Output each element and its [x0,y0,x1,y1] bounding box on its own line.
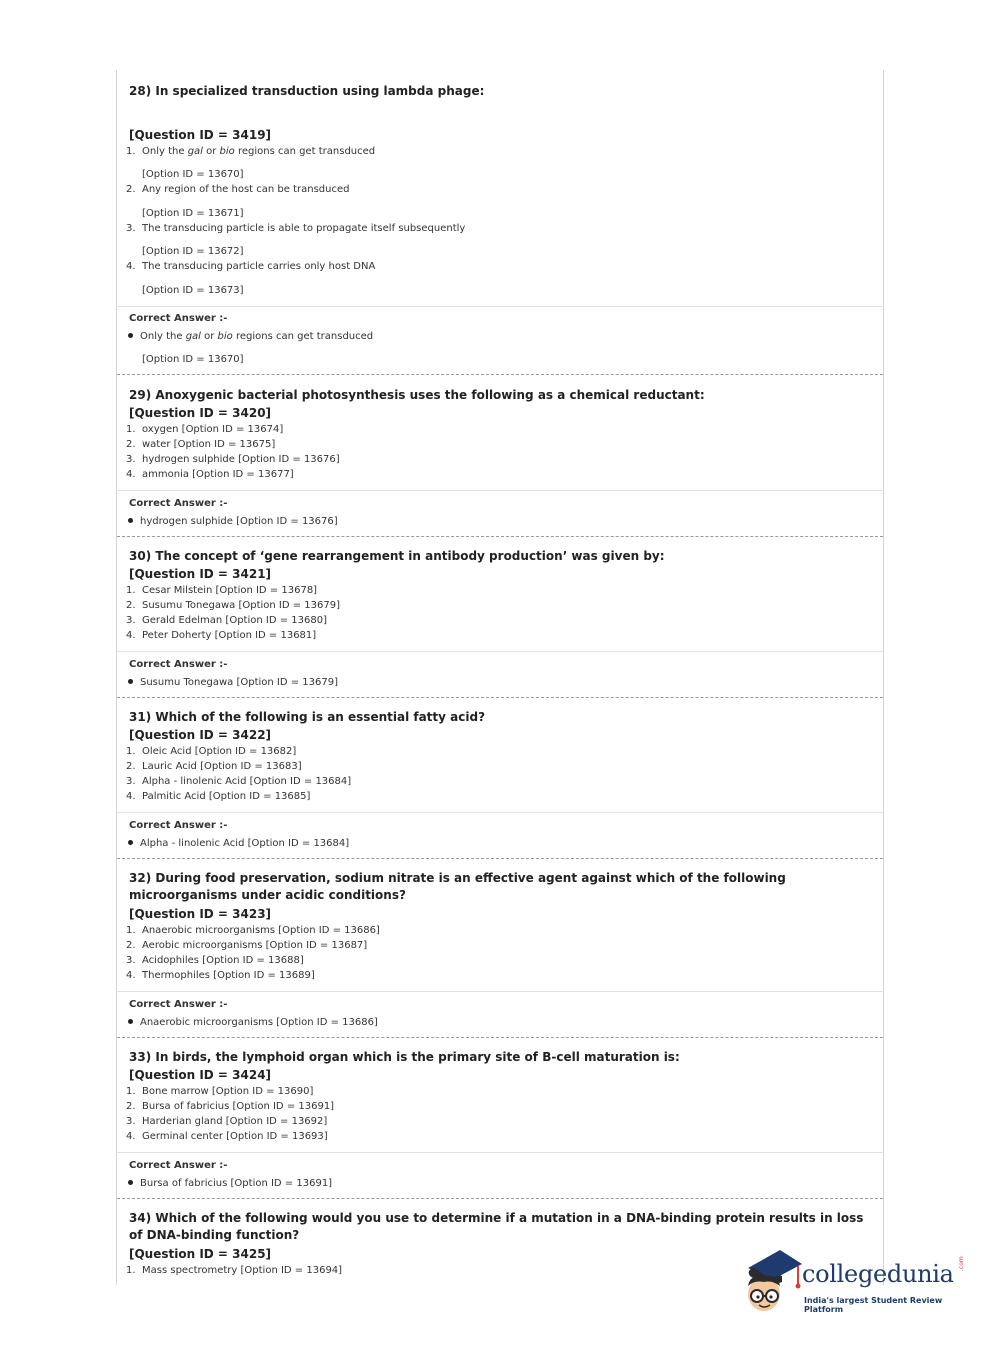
question-title: 34) Which of the following would you use to determine if a mutation in a DNA-binding protein results in loss of DNA-binding function? [129,1211,864,1242]
option-item: 3. Gerald Edelman [Option ID = 13680] [126,615,327,626]
option-item: 3. The transducing particle is able to propagate itself subsequently [126,223,466,234]
correct-answer: Anaerobic microorganisms [Option ID = 13686] [128,1015,378,1030]
option-item: 2. Lauric Acid [Option ID = 13683] [126,761,302,772]
question-block-30 [117,536,883,697]
option-item: 3. Acidophiles [Option ID = 13688] [126,955,304,966]
question-title: 29) Anoxygenic bacterial photosynthesis uses the following as a chemical reductant: [129,388,705,402]
option-id: [Option ID = 13670] [142,354,244,365]
bullet-icon [128,1019,133,1024]
option-item: 4. Palmitic Acid [Option ID = 13685] [126,791,311,802]
bullet-icon [128,518,133,523]
divider [117,991,883,992]
collegedunia-logo [742,1246,972,1316]
divider [117,306,883,307]
correct-answer: Only the gal or bio regions can get transduced [128,329,373,344]
option-item: 1. Oleic Acid [Option ID = 13682] [126,746,297,757]
option-item: 1. Cesar Milstein [Option ID = 13678] [126,585,318,596]
option-item: 1. Bone marrow [Option ID = 13690] [126,1086,314,1097]
correct-answer: Alpha - linolenic Acid [Option ID = 13684] [128,836,349,851]
option-item: 2. Aerobic microorganisms [Option ID = 13687] [126,940,368,951]
option-item: 1. Only the gal or bio regions can get transduced [126,146,376,157]
question-title: 31) Which of the following is an essential fatty acid? [129,710,486,724]
question-paper-page [116,70,884,1285]
bullet-icon [128,679,133,684]
option-item: 4. Thermophiles [Option ID = 13689] [126,970,315,981]
logo-wordmark: collegedunia [802,1260,954,1288]
question-id: [Question ID = 3420] [129,406,272,420]
option-id: [Option ID = 13673] [142,285,244,296]
correct-answer-label: Correct Answer :- [129,1160,228,1171]
option-item: 3. Harderian gland [Option ID = 13692] [126,1116,328,1127]
question-id: [Question ID = 3423] [129,907,272,921]
question-title: 30) The concept of ‘gene rearrangement in antibody production’ was given by: [129,549,665,563]
question-id: [Question ID = 3419] [129,128,272,142]
question-block-29 [117,375,883,536]
question-title: 28) In specialized transduction using lambda phage: [129,84,485,98]
question-id: [Question ID = 3422] [129,728,272,742]
option-item: 4. Peter Doherty [Option ID = 13681] [126,630,317,641]
divider [117,651,883,652]
correct-answer-label: Correct Answer :- [129,313,228,324]
correct-answer-label: Correct Answer :- [129,498,228,509]
option-id: [Option ID = 13671] [142,208,244,219]
divider [117,490,883,491]
question-id: [Question ID = 3424] [129,1068,272,1082]
question-block-31 [117,697,883,858]
question-title: 32) During food preservation, sodium nitrate is an effective agent against which of the following microorganisms under acidic conditions? [129,871,786,902]
bullet-icon [128,1180,133,1185]
question-title: 33) In birds, the lymphoid organ which is the primary site of B-cell maturation is: [129,1050,680,1064]
question-id: [Question ID = 3425] [129,1247,272,1261]
correct-answer: Bursa of fabricius [Option ID = 13691] [128,1176,332,1191]
question-block-33 [117,1037,883,1198]
option-id: [Option ID = 13672] [142,246,244,257]
bullet-icon [128,333,133,338]
bullet-icon [128,840,133,845]
option-item: 3. hydrogen sulphide [Option ID = 13676] [126,454,340,465]
logo-tagline: India's largest Student Review Platform [804,1296,943,1314]
option-id: [Option ID = 13670] [142,169,244,180]
question-id: [Question ID = 3421] [129,567,272,581]
correct-answer-label: Correct Answer :- [129,659,228,670]
mascot-icon [742,1246,804,1316]
option-item: 2. water [Option ID = 13675] [126,439,276,450]
correct-answer-label: Correct Answer :- [129,999,228,1010]
correct-answer: Susumu Tonegawa [Option ID = 13679] [128,675,338,690]
option-item: 2. Susumu Tonegawa [Option ID = 13679] [126,600,341,611]
logo-domain: .com [958,1256,965,1271]
option-item: 1. Mass spectrometry [Option ID = 13694] [126,1265,343,1276]
correct-answer-label: Correct Answer :- [129,820,228,831]
correct-answer: hydrogen sulphide [Option ID = 13676] [128,514,338,529]
divider [117,1152,883,1153]
option-item: 1. oxygen [Option ID = 13674] [126,424,284,435]
option-item: 2. Any region of the host can be transduced [126,184,350,195]
option-item: 4. ammonia [Option ID = 13677] [126,469,294,480]
option-item: 3. Alpha - linolenic Acid [Option ID = 13684] [126,776,352,787]
option-item: 1. Anaerobic microorganisms [Option ID = 13686] [126,925,380,936]
option-item: 4. Germinal center [Option ID = 13693] [126,1131,328,1142]
divider [117,812,883,813]
option-item: 4. The transducing particle carries only host DNA [126,261,376,272]
question-block-32 [117,858,883,1037]
question-block-28 [117,70,883,375]
option-item: 2. Bursa of fabricius [Option ID = 13691] [126,1101,335,1112]
